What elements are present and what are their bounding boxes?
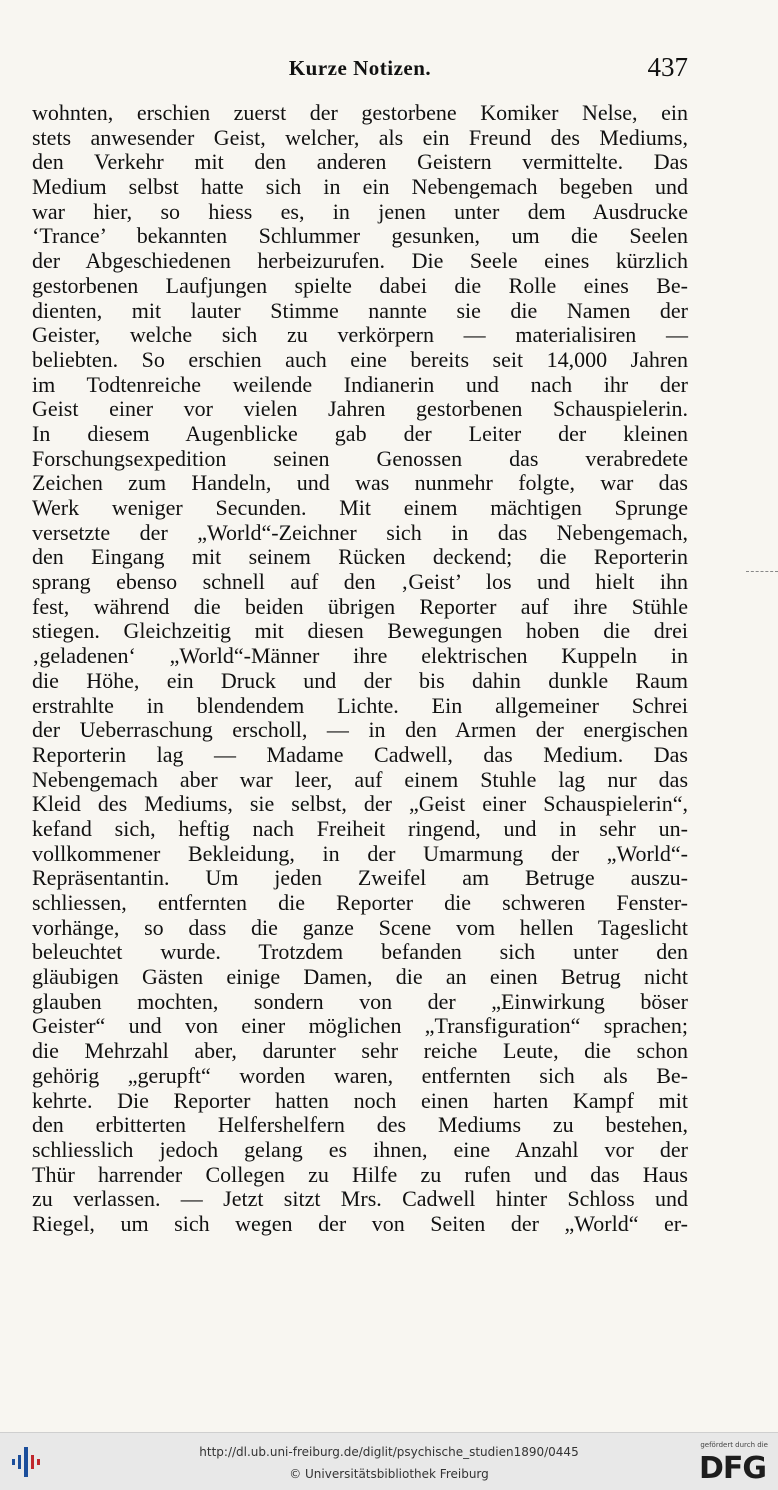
text-line: die Höhe, ein Druck und der bis dahin dunkle Raum: [32, 667, 688, 693]
text-line: zu verlassen. — Jetzt sitzt Mrs. Cadwell hinter Schloss und: [32, 1186, 688, 1212]
text-line: war hier, so hiess es, in jenen unter dem Ausdrucke: [32, 198, 688, 224]
text-line: Geist einer vor vielen Jahren gestorbenen Schauspielerin.: [32, 396, 688, 422]
text-line: im Todtenreiche weilende Indianerin und nach ihr der: [32, 371, 688, 397]
text-line: den erbitterten Helfershelfern des Mediums zu bestehen,: [32, 1112, 688, 1138]
text-line: Zeichen zum Handeln, und was nunmehr folgte, war das: [32, 470, 688, 496]
viewer-footer: [0, 1432, 778, 1490]
text-line: beleuchtet wurde. Trotzdem befanden sich unter den: [32, 939, 688, 965]
text-line: vorhänge, so dass die ganze Scene vom hellen Tageslicht: [32, 914, 688, 940]
margin-mark: [746, 571, 778, 573]
text-line: wohnten, erschien zuerst der gestorbene Komiker Nelse, ein: [32, 100, 688, 125]
text-line: ‘Trance’ bekannten Schlummer gesunken, um die Seelen: [32, 223, 688, 249]
text-line: glauben mochten, sondern von der „Einwirkung böser: [32, 988, 688, 1014]
text-line: der Ueberraschung erscholl, — in den Armen der energischen: [32, 717, 688, 743]
dfg-logo-icon: DFG: [698, 1451, 766, 1486]
text-line: den Verkehr mit den anderen Geistern vermittelte. Das: [32, 149, 688, 175]
text-line: gestorbenen Laufjungen spielte dabei die Rolle eines Be-: [32, 272, 688, 298]
text-line: den Eingang mit seinem Rücken deckend; die Reporterin: [32, 544, 688, 570]
text-line: Werk weniger Secunden. Mit einem mächtigen Sprunge: [32, 495, 688, 520]
text-line: versetzte der „World“-Zeichner sich in das Nebengemach,: [32, 519, 688, 545]
text-line: Geister“ und von einer möglichen „Transfiguration“ sprachen;: [32, 1013, 688, 1039]
page-number: 437: [647, 52, 688, 82]
text-line: In diesem Augenblicke gab der Leiter der kleinen: [32, 420, 688, 446]
text-line: schliessen, entfernten die Reporter die schweren Fenster-: [32, 890, 688, 915]
text-line: die Mehrzahl aber, darunter sehr reiche Leute, die schon: [32, 1038, 688, 1064]
text-line: sprang ebenso schnell auf den ‚Geist’ los und hielt ihn: [32, 569, 688, 595]
text-line: Nebengemach aber war leer, auf einem Stuhle lag nur das: [32, 766, 688, 792]
text-line: erstrahlte in blendendem Lichte. Ein allgemeiner Schrei: [32, 692, 688, 718]
text-line: kefand sich, heftig nach Freiheit ringend, und in sehr un-: [32, 815, 688, 841]
text-line: beliebten. So erschien auch eine bereits seit 14,000 Jahren: [32, 346, 688, 372]
text-line: Thür harrender Collegen zu Hilfe zu rufen und das Haus: [32, 1161, 688, 1187]
text-line: ‚geladenen‘ „World“-Männer ihre elektrischen Kuppeln in: [32, 643, 688, 669]
permalink-url[interactable]: http://dl.ub.uni-freiburg.de/diglit/psychische_studien1890/0445: [199, 1445, 579, 1459]
running-title: Kurze Notizen.: [288, 56, 432, 80]
text-line: gläubigen Gästen einige Damen, die an einen Betrug nicht: [32, 964, 688, 990]
text-line: Riegel, um sich wegen der von Seiten der „World“ er-: [32, 1210, 688, 1236]
text-line: der Abgeschiedenen herbeizurufen. Die Seele eines kürzlich: [32, 248, 688, 274]
text-line: schliesslich jedoch gelang es ihnen, eine Anzahl vor der: [32, 1136, 688, 1162]
text-line: stiegen. Gleichzeitig mit diesen Bewegungen hoben die drei: [32, 618, 688, 644]
page-header: [32, 50, 688, 90]
body-text: [32, 101, 688, 1237]
text-line: gehörig „gerupft“ worden waren, entfernten sich als Be-: [32, 1062, 688, 1088]
text-line: kehrte. Die Reporter hatten noch einen harten Kampf mit: [32, 1087, 688, 1113]
funding-caption: gefördert durch die: [700, 1441, 768, 1449]
text-line: fest, während die beiden übrigen Reporter auf ihre Stühle: [32, 593, 688, 619]
text-line: vollkommener Bekleidung, in der Umarmung der „World“-: [32, 840, 688, 866]
text-line: dienten, mit lauter Stimme nannte sie die Namen der: [32, 297, 688, 323]
text-line: Geister, welche sich zu verkörpern — materialisiren —: [32, 322, 688, 348]
text-line: Kleid des Mediums, sie selbst, der „Geist einer Schauspielerin“,: [32, 791, 688, 817]
copyright-notice: © Universitätsbibliothek Freiburg: [289, 1467, 489, 1481]
text-line: Reporterin lag — Madame Cadwell, das Medium. Das: [32, 741, 688, 767]
text-line: stets anwesender Geist, welcher, als ein Freund des Mediums,: [32, 124, 688, 150]
text-line: Medium selbst hatte sich in ein Nebengemach begeben und: [32, 174, 688, 200]
text-line: Repräsentantin. Um jeden Zweifel am Betruge auszu-: [32, 865, 688, 891]
text-line: Forschungsexpedition seinen Genossen das verabredete: [32, 445, 688, 471]
